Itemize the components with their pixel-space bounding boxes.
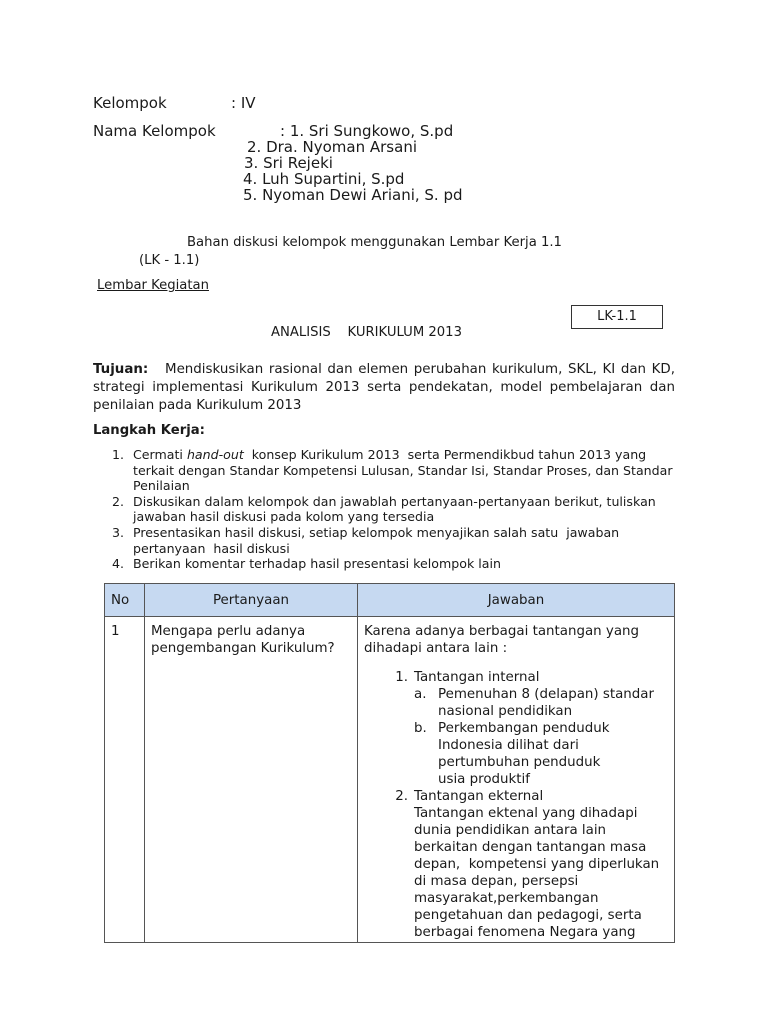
sub-text: Perkembangan penduduk Indonesia dilihat dari pertumbuhan penduduk usia produktif [438,721,610,787]
answer-number: 1. [395,670,408,685]
answer-item [364,669,664,788]
step-item [112,447,682,494]
step-item [112,494,682,525]
table-row [105,617,675,943]
kelompok-label: Kelompok [93,94,167,112]
document-title: ANALISIS KURIKULUM 2013 [271,325,462,340]
tujuan-paragraph [93,361,675,415]
sub-letter: a. [414,687,427,702]
tujuan-text: Mendiskusikan rasional dan elemen perubahan kurikulum, SKL, KI dan KD, strategi implementasi Kurikulum 2013 serta pendekatan, model pembelajaran dan penilaian pada Kurikulum 2013 [93,362,675,413]
step-text: Presentasikan hasil diskusi, setiap kelompok menyajikan salah satu jawaban pertanyaan hasil diskusi [133,524,624,556]
sub-item [414,686,664,720]
section-title: Lembar Kegiatan [97,278,209,293]
member-2: 2. Dra. Nyoman Arsani [247,138,417,156]
sub-text: Pemenuhan 8 (delapan) standar nasional pendidikan [438,687,654,719]
step-item [112,556,682,572]
step-number: 2. [112,493,125,509]
step-text: Cermati [133,447,187,462]
step-text: Berikan komentar terhadap hasil presentasi kelompok lain [133,556,501,572]
answer-number: 2. [395,789,408,804]
step-text: Diskusikan dalam kelompok dan jawablah pertanyaan-pertanyaan berikut, tuliskan jawaban hasil diskusi pada kolom yang tersedia [133,493,656,525]
answer-list [364,669,664,941]
step-item [112,525,682,556]
step-text: konsep Kurikulum 2013 serta Permendikbud tahun 2013 yang terkait dengan Standar Kompetensi Lulusan, Standar Isi, Standar Proses, dan Standar Penilaian [133,447,677,494]
step-emphasis: hand-out [186,447,244,462]
sub-letter: b. [414,721,427,736]
answer-intro: Karena adanya berbagai tantangan yang dihadapi antara lain : [364,624,640,656]
member-3: 3. Sri Rejeki [244,154,333,172]
answer-item [364,788,664,941]
tujuan-label: Tujuan: [93,362,149,377]
answer-text: Tantangan ektenal yang dihadapi dunia pendidikan antara lain berkaitan dengan tantangan masa depan, kompetensi yang diperlukan di masa depan, persepsi masyarakat,perkembangan pengetahuan dan pedagogi, serta berbagai fenomena Negara yang [414,806,664,940]
answer-title: Tantangan ekternal [414,789,544,804]
intro-line-2: (LK - 1.1) [139,253,200,268]
answer-title: Tantangan internal [414,670,540,685]
step-number: 4. [112,556,125,572]
sub-item [414,720,664,788]
member-5: 5. Nyoman Dewi Ariani, S. pd [243,186,463,204]
answer-sublist [414,686,664,788]
member-4: 4. Luh Supartini, S.pd [243,170,405,188]
cell-question: Mengapa perlu adanya pengembangan Kurikulum? [145,617,358,943]
intro-line-1: Bahan diskusi kelompok menggunakan Lembar Kerja 1.1 [187,235,562,250]
header-jawaban: Jawaban [358,584,675,617]
steps-list [112,447,682,572]
header-pertanyaan: Pertanyaan [145,584,358,617]
cell-answer [358,617,675,943]
step-number: 3. [112,524,125,540]
worksheet-table [104,583,675,943]
kelompok-value: : IV [231,94,256,112]
nama-kelompok-label: Nama Kelompok [93,122,216,140]
header-no: No [105,584,145,617]
cell-no: 1 [105,617,145,943]
step-number: 1. [112,447,125,462]
member-1: : 1. Sri Sungkowo, S.pd [280,122,454,140]
langkah-kerja-label: Langkah Kerja: [93,423,205,438]
lk-badge: LK-1.1 [571,305,663,329]
table-header-row [105,584,675,617]
